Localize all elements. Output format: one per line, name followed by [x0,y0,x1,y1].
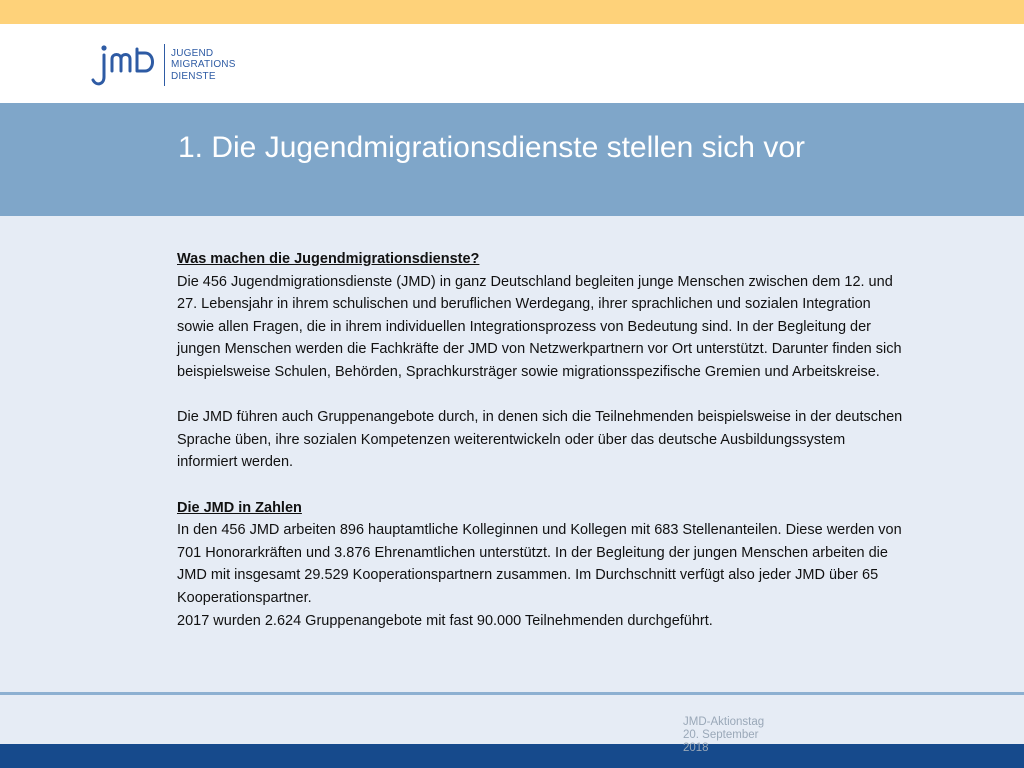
paragraph-line: Sprache üben, ihre sozialen Kompetenzen weiterentwickeln oder über das deutsche Ausbildungssystem [177,431,846,448]
paragraph-spacer [177,384,977,407]
logo-line-1: JUGEND [171,47,214,59]
page-title: 1. Die Jugendmigrationsdienste stellen sich vor [178,131,805,164]
paragraph-line: 27. Lebensjahr in ihrem schulischen und beruflichen Werdegang, ihrer sprachlichen und sozialen Integration [177,296,871,313]
paragraph-line: Die JMD führen auch Gruppenangebote durch, in denen sich die Teilnehmenden beispielsweise in der deutschen [177,409,903,426]
footer-note-line-3: 2018 [683,742,709,754]
bottom-bar [0,744,1024,768]
paragraph-line: 701 Honorarkräften und 3.876 Ehrenamtlichen unterstützt. In der Begleitung der jungen Menschen arbeiten die [177,544,888,561]
paragraph-line: JMD mit insgesamt 29.529 Kooperationspartnern zusammen. Im Durchschnitt verfügt also jeder JMD über 65 [177,567,879,584]
logo-text [171,48,236,83]
paragraph-line: jungen Menschen werden die Fachkräfte der JMD von Netzwerkpartnern vor Ort unterstützt. Darunter finden sich [177,341,902,358]
logo-line-2: MIGRATIONS [171,59,236,71]
logo-divider [164,44,165,86]
footer-note-line-2: 20. September [683,729,759,741]
main-content [177,248,977,632]
section-heading-what: Was machen die Jugendmigrationsdienste? [177,251,480,267]
top-accent-bar [0,0,1024,24]
header [0,24,1024,103]
paragraph-line: In den 456 JMD arbeiten 896 hauptamtliche Kolleginnen und Kollegen mit 683 Stellenanteilen. Diese werden von [177,522,902,539]
section-heading-numbers: Die JMD in Zahlen [177,499,302,516]
paragraph-line: informiert werden. [177,454,294,471]
paragraph-line: beispielsweise Schulen, Behörden, Sprachkursträger sowie migrationsspezifische Gremien und Arbeitskreise. [177,363,880,380]
paragraph-line: sowie allen Fragen, die in ihrem individuellen Integrationsprozess von Bedeutung sind. In der Begleitung der [177,318,872,335]
footer-strip [0,695,1024,744]
paragraph-line: Kooperationspartner. [177,589,312,606]
paragraph-line: Die 456 Jugendmigrationsdienste (JMD) in ganz Deutschland begleiten junge Menschen zwischen dem 12. und [177,273,893,290]
logo-line-3: DIENSTE [171,70,216,82]
paragraph-line: 2017 wurden 2.624 Gruppenangebote mit fast 90.000 Teilnehmenden durchgeführt. [177,612,713,629]
footer-event-note [683,716,783,755]
footer-note-line-1: JMD-Aktionstag [683,716,765,728]
jmd-logo [90,39,236,91]
paragraph-spacer [177,474,977,497]
title-band [0,103,1024,216]
jmd-logo-icon [90,41,160,89]
